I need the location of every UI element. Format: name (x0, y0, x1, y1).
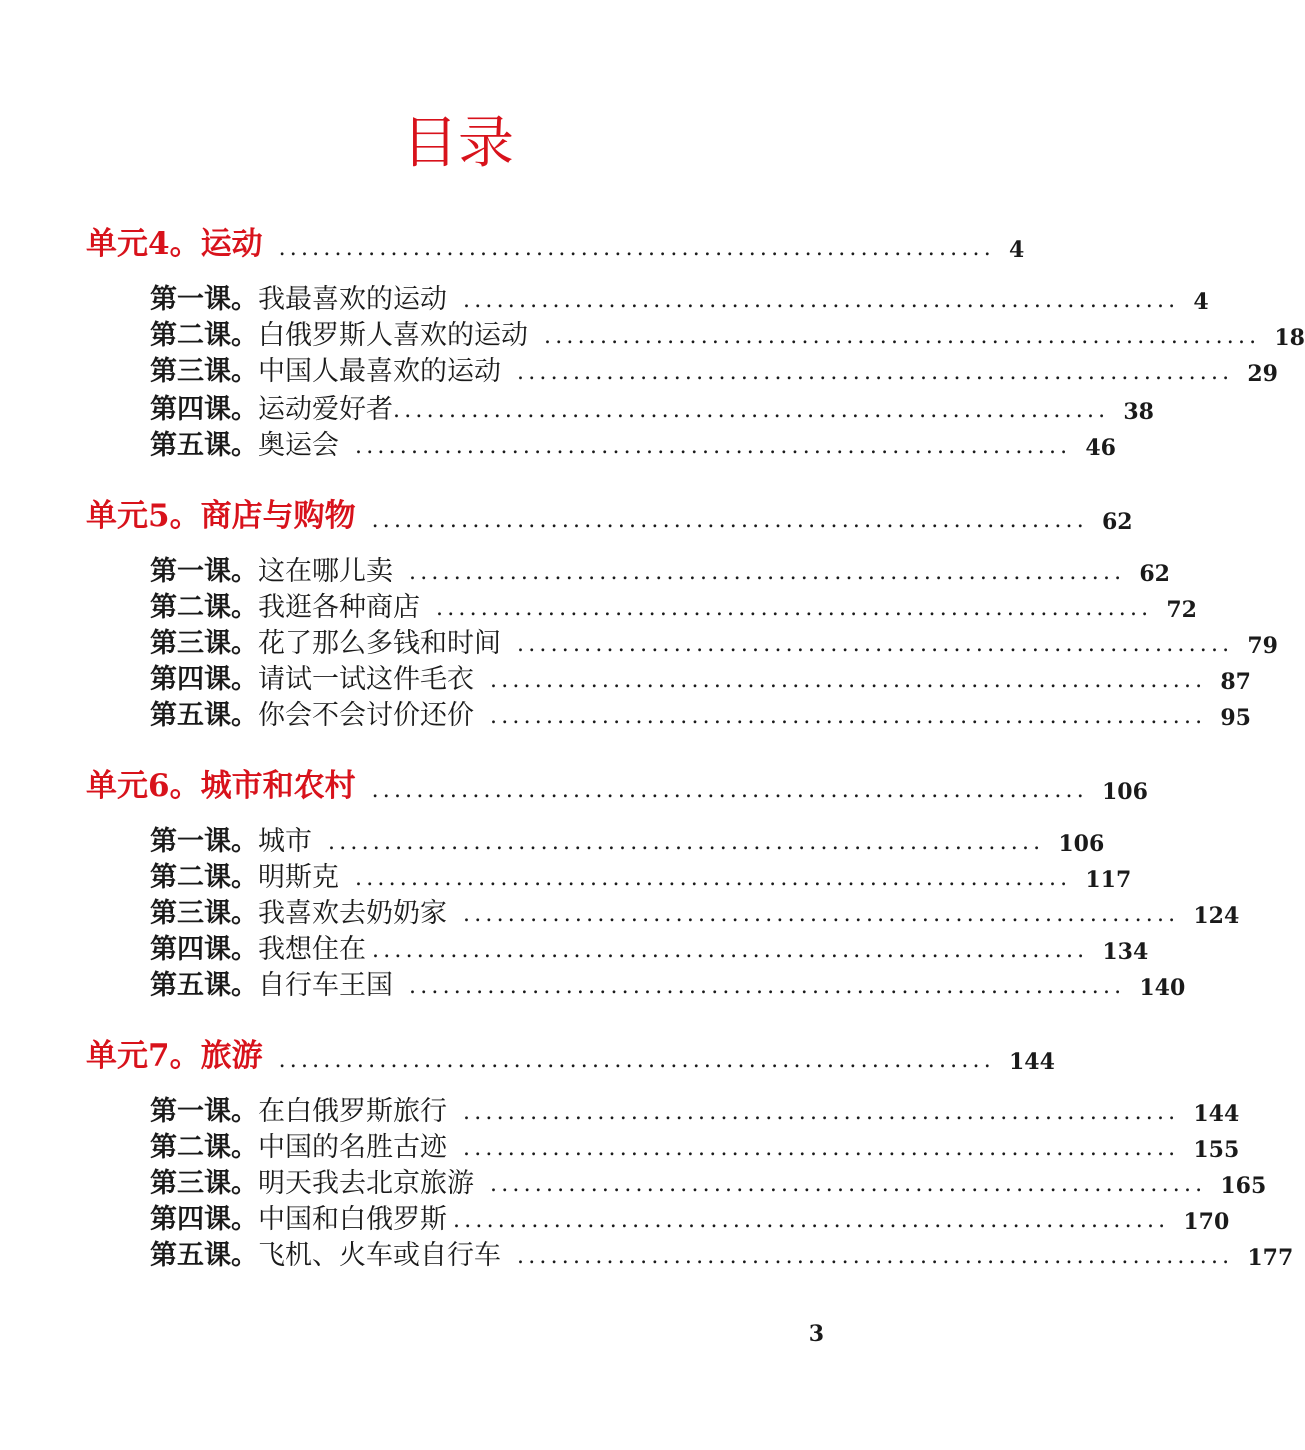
dot-leader: ................................................................ (371, 508, 1088, 533)
lesson-title: 运动爱好者 (258, 394, 393, 425)
toc-lesson[interactable] (150, 392, 1154, 428)
lesson-title: 城市 (258, 826, 312, 857)
lesson-title: 花了那么多钱和时间 (258, 628, 501, 659)
dot-leader: ................................................................ (517, 632, 1234, 657)
lesson-title: 请试一试这件毛衣 (258, 664, 474, 695)
dot-leader: ................................................................ (453, 1208, 1170, 1233)
dot-leader: ................................................................ (372, 938, 1089, 963)
unit-page-number: 144 (1008, 1049, 1055, 1075)
lesson-page-number: 79 (1247, 633, 1278, 659)
dot-leader: ................................................................ (371, 778, 1088, 803)
lesson-title: 在白俄罗斯旅行 (258, 1096, 447, 1127)
unit-title: 单元7。旅游 (86, 1038, 263, 1074)
lesson-title: 明斯克 (258, 862, 339, 893)
lesson-number: 第三课。 (150, 898, 258, 929)
lesson-number: 第二课。 (150, 862, 258, 893)
lesson-number: 第四课。 (150, 1204, 258, 1235)
page-title: 目录 (402, 111, 514, 176)
dot-leader: ................................................................ (463, 902, 1180, 927)
toc-lesson[interactable] (150, 1130, 1240, 1166)
lesson-number: 第四课。 (150, 934, 258, 965)
toc-lesson[interactable] (150, 860, 1132, 896)
unit-title: 单元5。商店与购物 (86, 498, 356, 534)
unit-title: 单元4。运动 (86, 226, 263, 262)
lesson-number: 第五课。 (150, 430, 258, 461)
dot-leader: ................................................................ (409, 974, 1126, 999)
dot-leader: ................................................................ (393, 398, 1110, 423)
lesson-number: 第四课。 (150, 394, 258, 425)
lesson-title: 中国和白俄罗斯 (258, 1204, 447, 1235)
lesson-page-number: 106 (1058, 831, 1105, 857)
toc-lesson[interactable] (150, 932, 1149, 968)
dot-leader: ................................................................ (517, 1244, 1234, 1269)
lesson-title: 我最喜欢的运动 (258, 284, 447, 315)
unit-page-number: 106 (1101, 779, 1148, 805)
lesson-page-number: 170 (1183, 1209, 1230, 1235)
dot-leader: ................................................................ (490, 1172, 1207, 1197)
lesson-page-number: 165 (1220, 1173, 1267, 1199)
toc-lesson[interactable] (150, 626, 1278, 662)
lesson-number: 第三课。 (150, 1168, 258, 1199)
lesson-page-number: 4 (1193, 289, 1209, 315)
lesson-page-number: 62 (1139, 561, 1170, 587)
lesson-number: 第五课。 (150, 970, 258, 1001)
lesson-page-number: 117 (1085, 867, 1132, 893)
lesson-title: 我想住在 (258, 934, 366, 965)
lesson-number: 第五课。 (150, 700, 258, 731)
dot-leader: ................................................................ (278, 1048, 995, 1073)
toc-lesson[interactable] (150, 896, 1240, 932)
toc-lesson[interactable] (150, 1238, 1294, 1274)
lesson-page-number: 87 (1220, 669, 1251, 695)
toc-lesson[interactable] (150, 824, 1105, 860)
dot-leader: ................................................................ (463, 288, 1180, 313)
lesson-title: 我喜欢去奶奶家 (258, 898, 447, 929)
toc-lesson[interactable] (150, 698, 1251, 734)
lesson-number: 第一课。 (150, 284, 258, 315)
lesson-page-number: 177 (1247, 1245, 1294, 1271)
dot-leader: ................................................................ (355, 866, 1072, 891)
lesson-page-number: 155 (1193, 1137, 1240, 1163)
lesson-page-number: 134 (1102, 939, 1149, 965)
toc-lesson[interactable] (150, 1166, 1267, 1202)
dot-leader: ................................................................ (355, 434, 1072, 459)
toc-lesson[interactable] (150, 282, 1209, 318)
toc-lesson[interactable] (150, 428, 1116, 464)
dot-leader: ................................................................ (463, 1100, 1180, 1125)
lesson-page-number: 124 (1193, 903, 1240, 929)
unit-title: 单元6。城市和农村 (86, 768, 356, 804)
lesson-page-number: 140 (1139, 975, 1186, 1001)
toc-unit-4[interactable] (86, 222, 1025, 266)
lesson-number: 第二课。 (150, 320, 258, 351)
lesson-title: 奥运会 (258, 430, 339, 461)
lesson-title: 自行车王国 (258, 970, 393, 1001)
unit-page-number: 4 (1008, 237, 1025, 263)
dot-leader: ................................................................ (278, 236, 995, 261)
unit-page-number: 62 (1101, 509, 1133, 535)
dot-leader: ................................................................ (544, 324, 1261, 349)
lesson-page-number: 38 (1123, 399, 1154, 425)
lesson-title: 白俄罗斯人喜欢的运动 (258, 320, 528, 351)
lesson-number: 第三课。 (150, 356, 258, 387)
toc-lesson[interactable] (150, 1202, 1230, 1238)
lesson-page-number: 72 (1166, 597, 1197, 623)
dot-leader: ................................................................ (409, 560, 1126, 585)
dot-leader: ................................................................ (490, 668, 1207, 693)
lesson-title: 中国的名胜古迹 (258, 1132, 447, 1163)
lesson-number: 第二课。 (150, 592, 258, 623)
lesson-number: 第一课。 (150, 826, 258, 857)
lesson-number: 第一课。 (150, 556, 258, 587)
toc-lesson[interactable] (150, 662, 1251, 698)
lesson-title: 这在哪儿卖 (258, 556, 393, 587)
lesson-title: 飞机、火车或自行车 (258, 1240, 501, 1271)
dot-leader: ................................................................ (517, 360, 1234, 385)
lesson-title: 明天我去北京旅游 (258, 1168, 474, 1199)
lesson-page-number: 18 (1274, 325, 1305, 351)
toc-lesson[interactable] (150, 1094, 1240, 1130)
lesson-number: 第二课。 (150, 1132, 258, 1163)
toc-lesson[interactable] (150, 354, 1278, 390)
lesson-number: 第三课。 (150, 628, 258, 659)
lesson-title: 中国人最喜欢的运动 (258, 356, 501, 387)
toc-unit-5[interactable] (86, 494, 1133, 538)
page-number: 3 (808, 1321, 824, 1347)
lesson-page-number: 46 (1085, 435, 1116, 461)
toc-unit-7[interactable] (86, 1034, 1055, 1078)
dot-leader: ................................................................ (436, 596, 1153, 621)
lesson-page-number: 144 (1193, 1101, 1240, 1127)
lesson-number: 第一课。 (150, 1096, 258, 1127)
toc-lesson[interactable] (150, 590, 1197, 626)
lesson-page-number: 29 (1247, 361, 1278, 387)
lesson-title: 我逛各种商店 (258, 592, 420, 623)
dot-leader: ................................................................ (490, 704, 1207, 729)
dot-leader: ................................................................ (328, 830, 1045, 855)
toc-lesson[interactable] (150, 318, 1305, 354)
lesson-number: 第五课。 (150, 1240, 258, 1271)
toc-lesson[interactable] (150, 968, 1186, 1004)
dot-leader: ................................................................ (463, 1136, 1180, 1161)
lesson-title: 你会不会讨价还价 (258, 700, 474, 731)
toc-unit-6[interactable] (86, 764, 1148, 808)
lesson-number: 第四课。 (150, 664, 258, 695)
lesson-page-number: 95 (1220, 705, 1251, 731)
toc-lesson[interactable] (150, 554, 1170, 590)
